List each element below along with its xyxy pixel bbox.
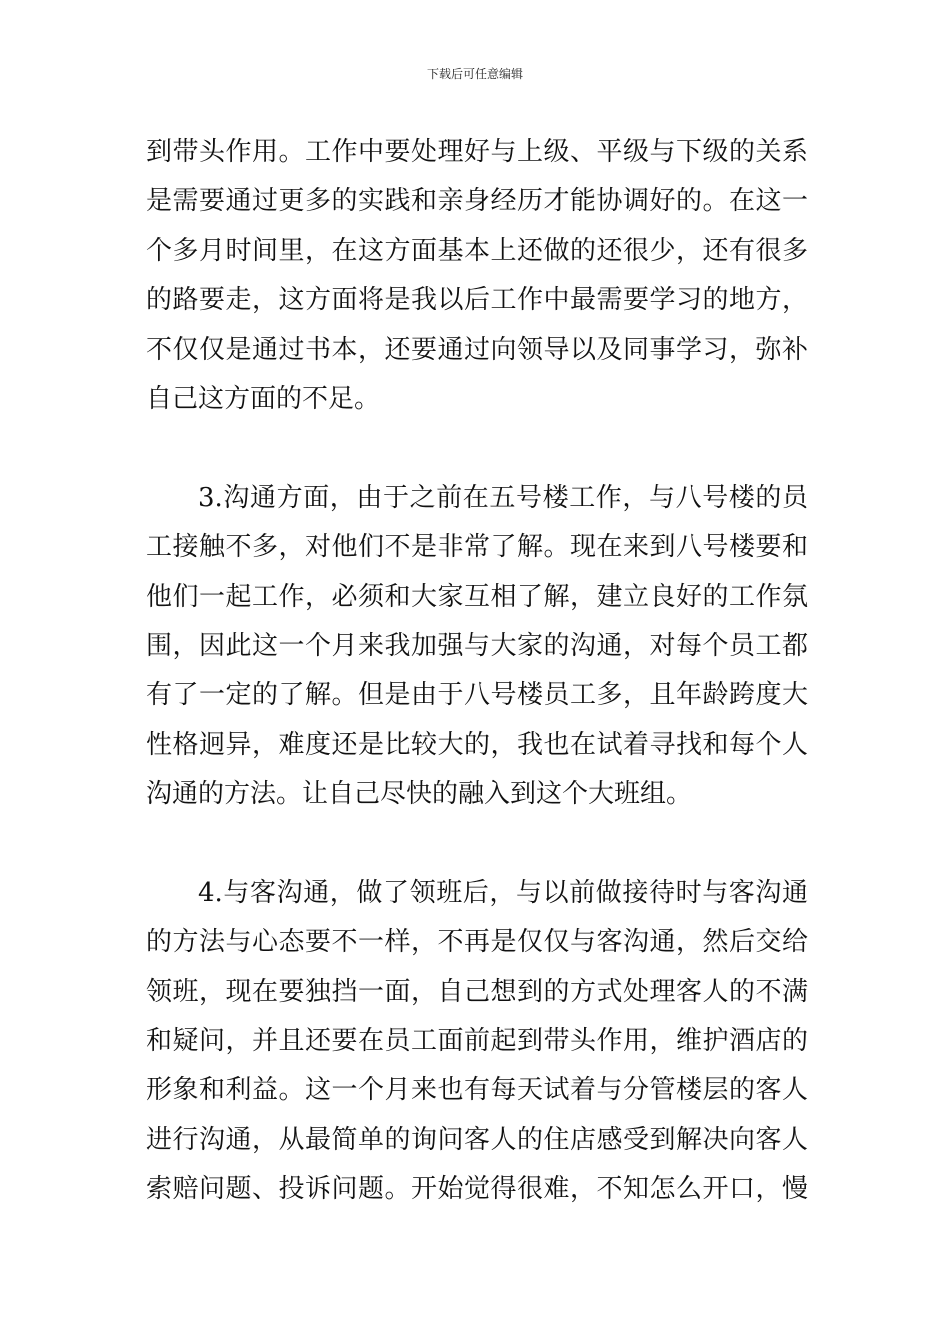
text-line: 是需要通过更多的实践和亲身经历才能协调好的。在这一 bbox=[146, 186, 808, 217]
text-line: 领班，现在要独挡一面，自己想到的方式处理客人的不满 bbox=[146, 976, 808, 1007]
document-body bbox=[146, 128, 808, 1215]
text-line: 性格迥异，难度还是比较大的，我也在试着寻找和每个人 bbox=[146, 729, 808, 760]
paragraph-2 bbox=[146, 474, 808, 820]
text-line: 3.沟通方面，由于之前在五号楼工作，与八号楼的员 bbox=[198, 482, 808, 513]
paragraph-spacer bbox=[146, 424, 808, 473]
text-line: 和疑问，并且还要在员工面前起到带头作用，维护酒店的 bbox=[146, 1026, 808, 1057]
text-line: 进行沟通，从最简单的询问客人的住店感受到解决向客人 bbox=[146, 1124, 808, 1155]
paragraph-spacer bbox=[146, 819, 808, 868]
text-line: 4.与客沟通，做了领班后，与以前做接待时与客沟通 bbox=[198, 877, 808, 908]
text-line: 的方法与心态要不一样，不再是仅仅与客沟通，然后交给 bbox=[146, 927, 808, 958]
text-line: 形象和利益。这一个月来也有每天试着与分管楼层的客人 bbox=[146, 1075, 808, 1106]
text-line: 有了一定的了解。但是由于八号楼员工多，且年龄跨度大 bbox=[146, 680, 808, 711]
text-line: 的路要走，这方面将是我以后工作中最需要学习的地方， bbox=[146, 285, 808, 316]
page-header: 下载后可任意编辑 bbox=[426, 67, 523, 81]
text-line: 不仅仅是通过书本，还要通过向领导以及同事学习，弥补 bbox=[146, 334, 808, 365]
paragraph-1 bbox=[146, 128, 808, 424]
text-line: 个多月时间里，在这方面基本上还做的还很少，还有很多 bbox=[146, 235, 808, 266]
text-line: 围，因此这一个月来我加强与大家的沟通，对每个员工都 bbox=[146, 630, 808, 661]
text-line: 自己这方面的不足。 bbox=[146, 383, 381, 414]
text-line: 索赔问题、投诉问题。开始觉得很难，不知怎么开口，慢 bbox=[146, 1174, 808, 1205]
text-line: 工接触不多，对他们不是非常了解。现在来到八号楼要和 bbox=[146, 532, 808, 563]
text-line: 他们一起工作，必须和大家互相了解，建立良好的工作氛 bbox=[146, 581, 808, 612]
text-line: 沟通的方法。让自己尽快的融入到这个大班组。 bbox=[146, 779, 693, 810]
text-line: 到带头作用。工作中要处理好与上级、平级与下级的关系 bbox=[146, 137, 808, 167]
paragraph-3 bbox=[146, 869, 808, 1215]
